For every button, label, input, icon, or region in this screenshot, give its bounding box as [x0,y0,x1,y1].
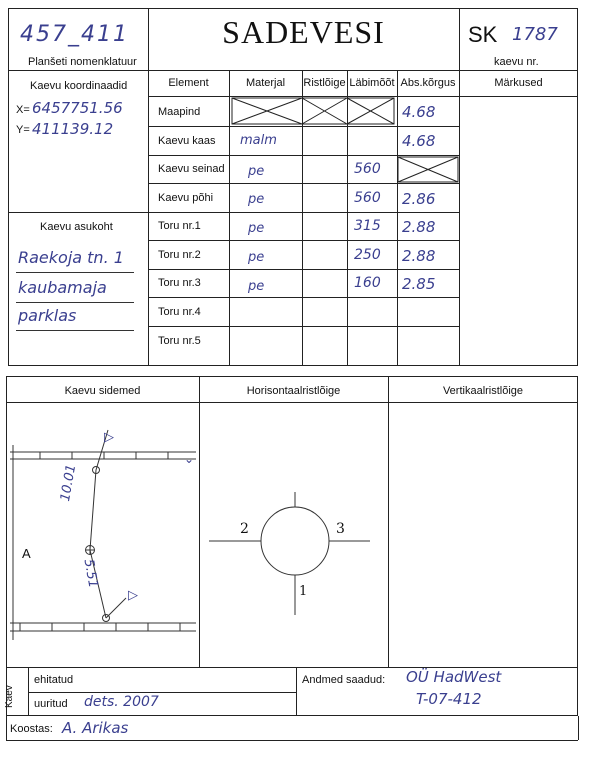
col-header-material: Materjal [245,77,286,89]
data-source-company: OÜ HadWest [406,668,502,686]
location-line-2: kaubamaja [18,278,107,297]
cell-material: malm [240,133,277,148]
cell-diameter: 160 [354,275,381,291]
divider [388,376,389,668]
sketch-label-a: A [22,546,31,561]
sketch-distance-top: 10.01 [58,463,80,503]
divider [347,70,348,366]
divider [6,716,7,740]
x-label: X= [16,104,30,116]
sk-number: 1787 [512,24,558,45]
surveyed-label: uuritud [34,698,68,710]
pipe-label-3: 3 [336,521,345,537]
cell-abs-height: 2.85 [402,275,436,293]
cell-diameter: 560 [354,190,381,206]
divider [148,8,149,366]
divider [6,740,578,741]
col-header-abs-height: Abs.kõrgus [400,77,456,89]
divider [199,376,200,668]
col-header-element: Element [168,77,209,89]
divider [397,70,398,366]
sketch-arrow-mark: ▷ [128,588,138,603]
sketch-col-links: Kaevu sidemed [64,385,141,397]
row-label: Toru nr.4 [158,306,201,318]
divider [148,297,459,298]
compiled-by-name: A. Arikas [62,719,129,737]
sketch-panel [6,376,578,668]
sk-label: SK [468,22,498,47]
well-number-label: kaevu nr. [494,56,539,68]
cell-abs-height: 2.86 [402,190,436,208]
divider [148,126,459,127]
compiled-by-label: Koostas: [10,723,53,735]
divider [28,692,296,693]
location-line-1: Raekoja tn. 1 [18,248,124,267]
y-value: 411139.12 [32,120,114,138]
built-label: ehitatud [34,674,74,686]
col-header-notes: Märkused [494,77,543,89]
coords-label: Kaevu koordinaadid [30,80,128,92]
row-label: Toru nr.1 [158,220,201,232]
row-label: Kaevu põhi [158,192,214,204]
data-source-label: Andmed saadud: [302,674,386,686]
cell-diameter: 250 [354,247,381,263]
y-label: Y= [16,124,30,136]
location-line-3: parklas [18,306,77,325]
divider [8,212,459,213]
row-label: Kaevu kaas [158,135,216,147]
kaev-label: Kaev [4,685,15,708]
row-label: Toru nr.3 [158,277,201,289]
plan-label: Planšeti nomenklatuur [28,56,137,68]
sketch-col-vertical: Vertikaalristlõige [442,385,524,397]
col-header-crosssection: Ristlõige [303,77,346,89]
divider [459,8,460,366]
divider [148,240,459,241]
cell-abs-height: 2.88 [402,218,436,236]
surveyed-date: dets. 2007 [84,694,159,710]
cell-material: pe [248,221,265,236]
row-label: Toru nr.2 [158,249,201,261]
divider [8,70,578,71]
underline [16,272,134,273]
page-title: SADEVESI [222,14,385,50]
row-label: Maapind [158,106,201,118]
pipe-label-2: 2 [240,521,249,537]
cell-abs-height: 4.68 [402,103,436,121]
cell-material: pe [248,164,265,179]
divider [148,326,459,327]
underline [16,330,134,331]
divider [296,668,297,716]
cell-abs-height: 4.68 [402,132,436,150]
sketch-arrow-mark: ⌄ [184,452,195,466]
sketch-col-horizontal: Horisontaalristlõige [246,385,341,397]
divider [148,183,459,184]
divider [229,70,230,366]
divider [302,70,303,366]
cell-material: pe [248,250,265,265]
pipe-label-1: 1 [299,584,308,599]
location-label: Kaevu asukoht [40,221,113,233]
row-label: Toru nr.5 [158,335,201,347]
sketch-arrow-mark: ▷ [104,430,114,445]
divider [148,96,578,97]
x-value: 6457751.56 [32,99,123,117]
divider [578,716,579,740]
divider [148,269,459,270]
cell-material: pe [248,279,265,294]
cell-diameter: 560 [354,161,381,177]
cell-material: pe [248,192,265,207]
cell-diameter: 315 [354,218,381,234]
plan-number: 457_411 [20,22,129,47]
sketch-distance-bottom: 5.51 [80,557,101,590]
data-source-code: T-07-412 [416,690,482,708]
underline [16,302,134,303]
divider [148,155,459,156]
col-header-diameter: Läbimõõt [349,77,395,89]
cell-abs-height: 2.88 [402,247,436,265]
row-label: Kaevu seinad [158,163,225,175]
divider [6,402,578,403]
